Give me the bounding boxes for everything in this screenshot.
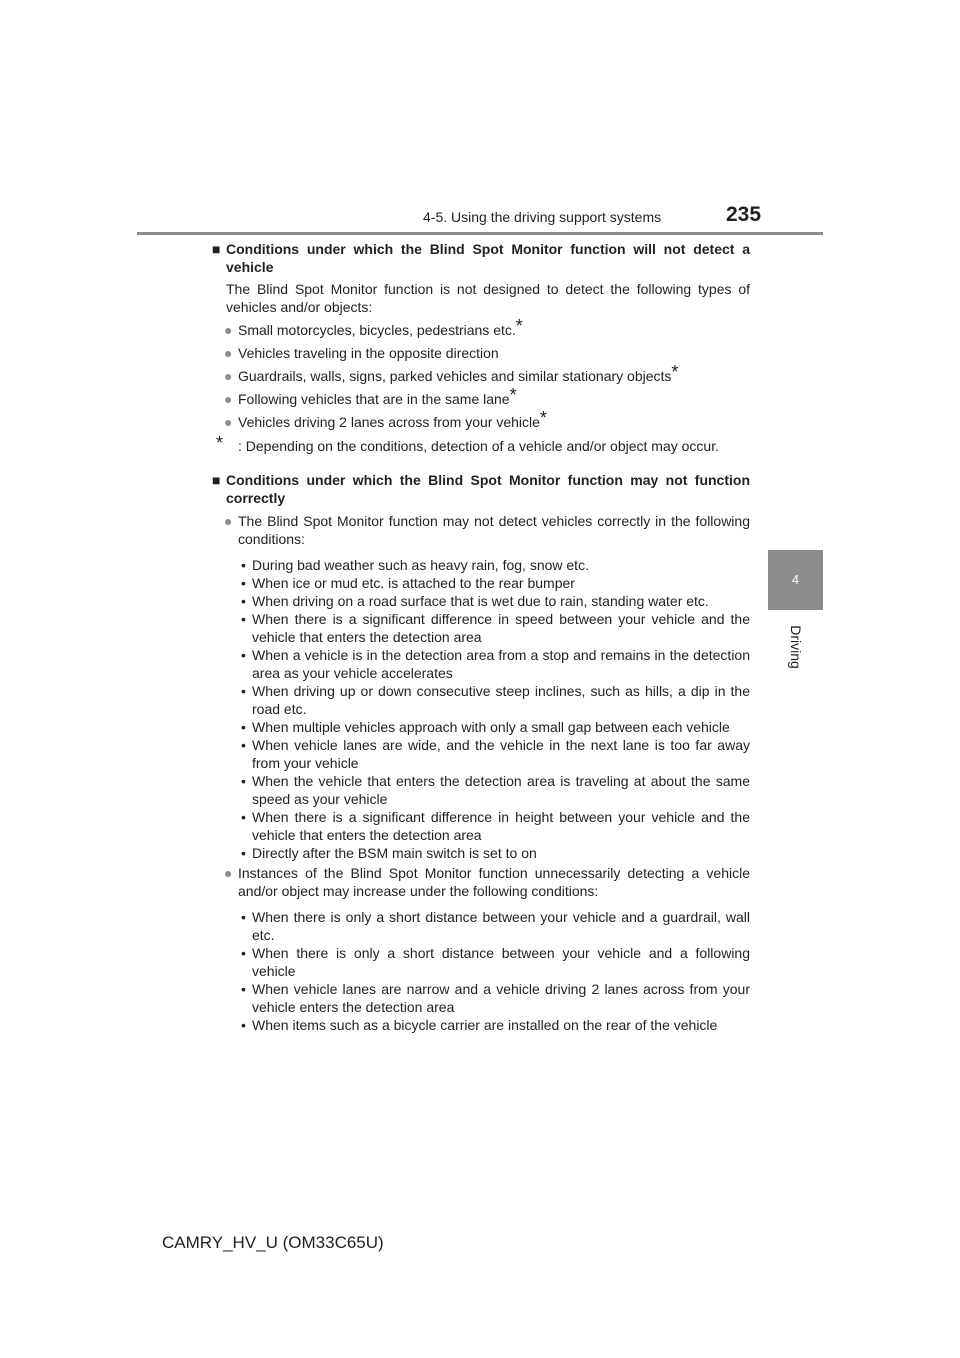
list-item xyxy=(210,408,750,431)
list-item xyxy=(210,385,750,408)
sub-item: • When items such as a bicycle carrier are installed on the rear of the vehicle xyxy=(241,1017,718,1033)
header-divider xyxy=(137,232,823,235)
sub-item-text: When the vehicle that enters the detection area is traveling at about the same speed as your vehicle xyxy=(252,773,750,807)
circle-bullet-icon: ● xyxy=(224,513,233,529)
list-item xyxy=(210,344,750,362)
sub-item-text: Directly after the BSM main switch is set to on xyxy=(252,845,537,861)
sub-item-text: When multiple vehicles approach with only a small gap between each vehicle xyxy=(252,719,730,735)
list-item-text: The Blind Spot Monitor function may not detect vehicles correctly in the following conditions: xyxy=(238,513,750,547)
circle-bullet-icon: ● xyxy=(224,391,233,407)
sub-item-text: When there is a significant difference in speed between your vehicle and the vehicle that enters the detection area xyxy=(252,611,750,645)
section-heading-text: Conditions under which the Blind Spot Monitor function will not detect a vehicle xyxy=(226,241,750,275)
sub-item: • When there is a significant difference in height between your vehicle and the vehicle that enters the detection area xyxy=(241,809,750,843)
page-content xyxy=(210,240,750,1034)
circle-bullet-icon: ● xyxy=(224,414,233,430)
sub-item-text: When vehicle lanes are wide, and the vehicle in the next lane is too far away from your vehicle xyxy=(252,737,750,771)
sub-item-text: When driving up or down consecutive steep inclines, such as hills, a dip in the road etc. xyxy=(252,683,750,717)
sub-item: • When vehicle lanes are narrow and a vehicle driving 2 lanes across from your vehicle enters the detection area xyxy=(241,981,750,1015)
sub-item: • When the vehicle that enters the detection area is traveling at about the same speed as your vehicle xyxy=(241,773,750,807)
sub-item: • Directly after the BSM main switch is set to on xyxy=(241,845,537,861)
sub-item: • When there is only a short distance between your vehicle and a following vehicle xyxy=(241,945,750,979)
condition-list xyxy=(210,556,750,862)
square-bullet-icon: ■ xyxy=(212,472,221,488)
sub-item-text: When there is a significant difference in height between your vehicle and the vehicle that enters the detection area xyxy=(252,809,750,843)
list-item-text: Following vehicles that are in the same lane xyxy=(238,391,510,407)
chapter-number: 4 xyxy=(791,572,800,587)
chapter-label: Driving xyxy=(787,625,804,669)
sub-item: • When ice or mud etc. is attached to the rear bumper xyxy=(241,575,575,591)
sub-item-text: When there is only a short distance between your vehicle and a following vehicle xyxy=(252,945,750,979)
square-bullet-icon: ■ xyxy=(212,241,221,257)
sub-item: • When there is a significant difference in speed between your vehicle and the vehicle that enters the detection area xyxy=(241,611,750,645)
section-intro: The Blind Spot Monitor function is not designed to detect the following types of vehicles and/or objects: xyxy=(226,281,750,315)
footnote-text: : Depending on the conditions, detection of a vehicle and/or object may occur. xyxy=(238,438,719,454)
condition-list xyxy=(210,908,750,1034)
chapter-tab xyxy=(768,550,823,610)
list-item xyxy=(210,864,750,900)
asterisk-icon: * xyxy=(539,408,547,428)
list-item-text: Vehicles traveling in the opposite direction xyxy=(238,345,499,361)
sub-item-text: When items such as a bicycle carrier are installed on the rear of the vehicle xyxy=(252,1017,718,1033)
circle-bullet-icon: ● xyxy=(224,865,233,881)
asterisk-icon: * xyxy=(216,433,224,453)
sub-item-text: During bad weather such as heavy rain, fog, snow etc. xyxy=(252,557,589,573)
circle-bullet-icon: ● xyxy=(224,368,233,384)
header-section-title: 4-5. Using the driving support systems xyxy=(423,209,662,225)
footer-model-code: CAMRY_HV_U (OM33C65U) xyxy=(162,1233,384,1252)
sub-item: • When there is only a short distance between your vehicle and a guardrail, wall etc. xyxy=(241,909,750,943)
list-item-text: Small motorcycles, bicycles, pedestrians etc. xyxy=(238,322,516,338)
list-item xyxy=(210,512,750,548)
section-heading xyxy=(210,240,750,276)
asterisk-icon: * xyxy=(515,316,523,336)
sub-item: • When multiple vehicles approach with only a small gap between each vehicle xyxy=(241,719,730,735)
circle-bullet-icon: ● xyxy=(224,322,233,338)
sub-item: • When vehicle lanes are wide, and the vehicle in the next lane is too far away from your vehicle xyxy=(241,737,750,771)
footnote xyxy=(210,433,750,455)
sub-item-text: When there is only a short distance between your vehicle and a guardrail, wall etc. xyxy=(252,909,750,943)
sub-item: • When a vehicle is in the detection area from a stop and remains in the detection area as your vehicle accelerates xyxy=(241,647,750,681)
list-item xyxy=(210,316,750,339)
list-item xyxy=(210,362,750,385)
asterisk-icon: * xyxy=(509,385,517,405)
asterisk-icon: * xyxy=(671,362,679,382)
sub-item: • When driving on a road surface that is wet due to rain, standing water etc. xyxy=(241,593,709,609)
list-item-text: Vehicles driving 2 lanes across from your vehicle xyxy=(238,414,540,430)
circle-bullet-icon: ● xyxy=(224,345,233,361)
section-heading-text: Conditions under which the Blind Spot Monitor function may not function correctly xyxy=(226,472,750,506)
chapter-label-box xyxy=(768,617,823,677)
sub-item-text: When vehicle lanes are narrow and a vehicle driving 2 lanes across from your vehicle enters the detection area xyxy=(252,981,750,1015)
sub-item: • During bad weather such as heavy rain, fog, snow etc. xyxy=(241,557,589,573)
page-number: 235 xyxy=(726,203,762,226)
sub-item-text: When driving on a road surface that is wet due to rain, standing water etc. xyxy=(252,593,709,609)
sub-item: • When driving up or down consecutive steep inclines, such as hills, a dip in the road etc. xyxy=(241,683,750,717)
sub-item-text: When ice or mud etc. is attached to the rear bumper xyxy=(252,575,575,591)
list-item-text: Guardrails, walls, signs, parked vehicles and similar stationary objects xyxy=(238,368,672,384)
list-item-text: Instances of the Blind Spot Monitor function unnecessarily detecting a vehicle and/or object may increase under the following conditions: xyxy=(238,865,750,899)
sub-item-text: When a vehicle is in the detection area from a stop and remains in the detection area as your vehicle accelerates xyxy=(252,647,750,681)
section-heading xyxy=(210,471,750,507)
